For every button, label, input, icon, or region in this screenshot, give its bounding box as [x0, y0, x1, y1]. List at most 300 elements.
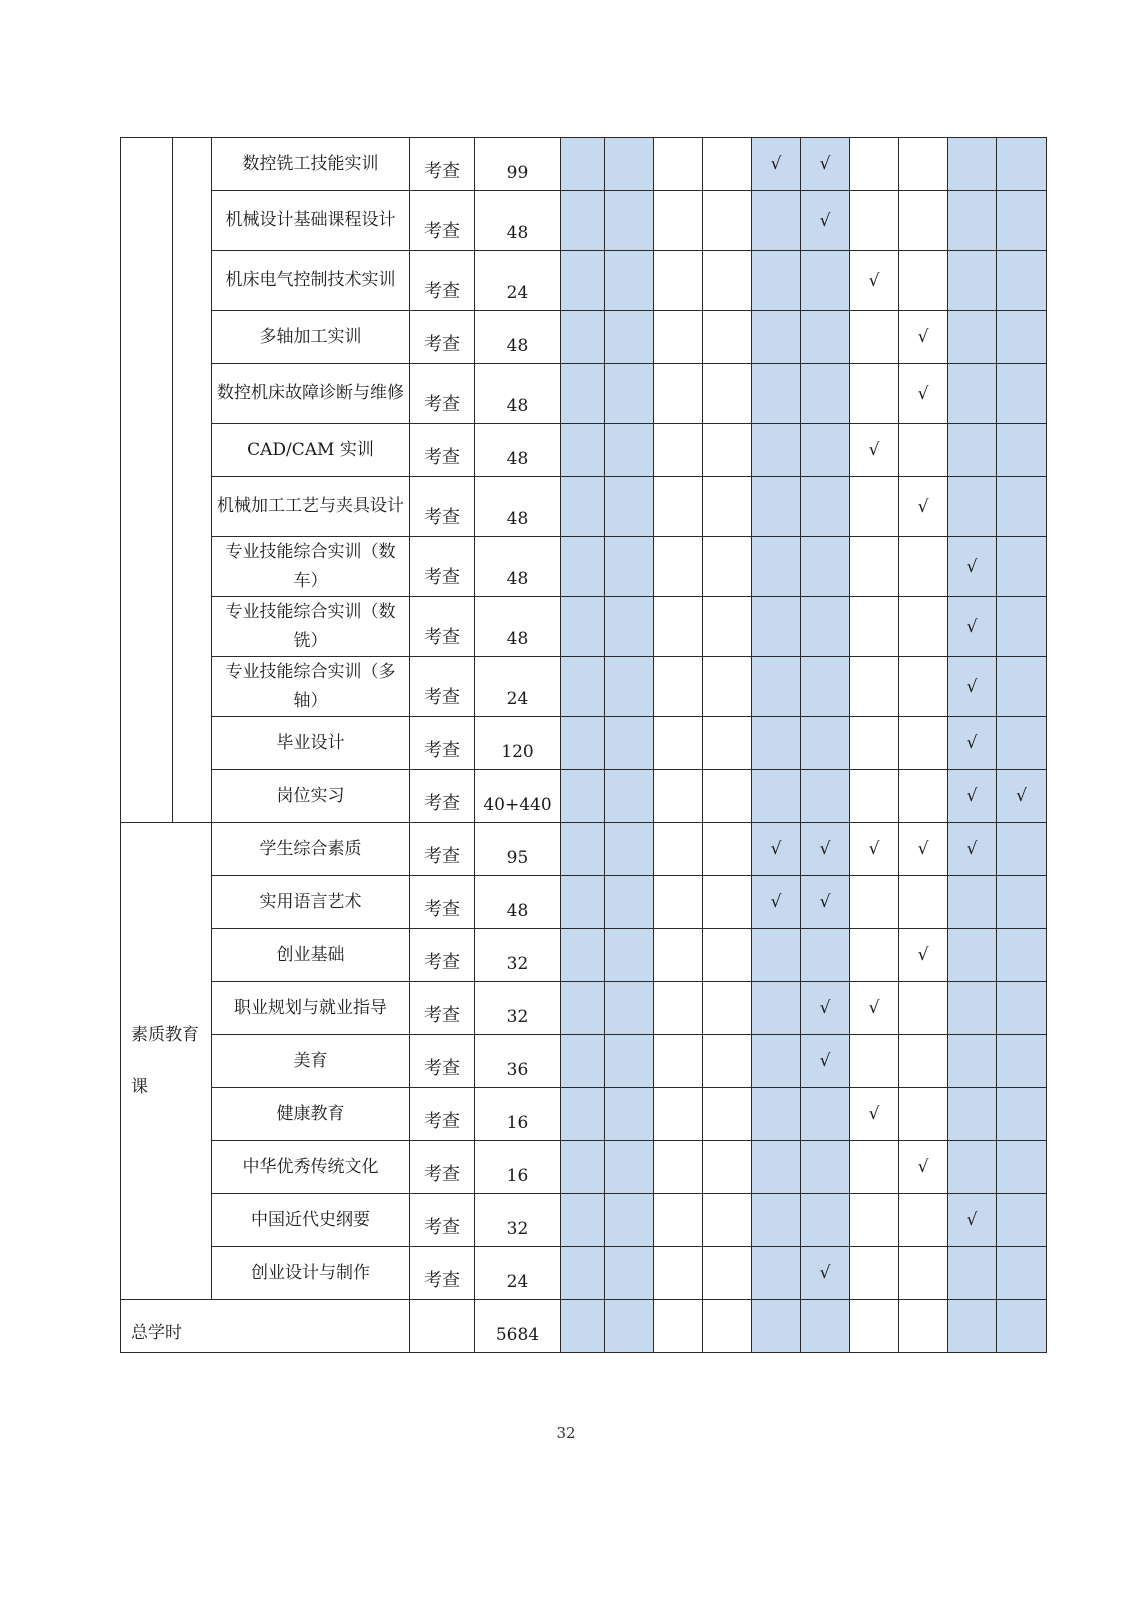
semester-mark [654, 1035, 703, 1088]
semester-mark: √ [948, 1194, 997, 1247]
semester-mark [801, 1300, 850, 1353]
exam-type: 考查 [410, 251, 475, 311]
semester-mark [948, 929, 997, 982]
semester-mark: √ [899, 823, 948, 876]
semester-mark [654, 424, 703, 477]
table-row [121, 1194, 1047, 1247]
semester-mark [703, 424, 752, 477]
semester-mark [605, 1194, 654, 1247]
semester-mark [752, 1247, 801, 1300]
semester-mark: √ [752, 876, 801, 929]
table-row [121, 1088, 1047, 1141]
semester-mark [605, 311, 654, 364]
semester-mark [997, 657, 1047, 717]
semester-mark [948, 311, 997, 364]
course-name: 岗位实习 [212, 770, 410, 823]
semester-mark: √ [850, 1088, 899, 1141]
semester-mark [801, 1088, 850, 1141]
course-name: 创业设计与制作 [212, 1247, 410, 1300]
semester-mark [801, 1141, 850, 1194]
semester-mark [605, 717, 654, 770]
semester-mark [752, 424, 801, 477]
semester-mark [801, 657, 850, 717]
course-name: 创业基础 [212, 929, 410, 982]
semester-mark: √ [948, 823, 997, 876]
course-name: 学生综合素质 [212, 823, 410, 876]
semester-mark [948, 1141, 997, 1194]
semester-mark [948, 876, 997, 929]
semester-mark [850, 191, 899, 251]
course-hours: 24 [475, 657, 561, 717]
semester-mark: √ [801, 191, 850, 251]
semester-mark [752, 929, 801, 982]
semester-mark [948, 251, 997, 311]
semester-mark [752, 477, 801, 537]
semester-mark [997, 1194, 1047, 1247]
course-name: 职业规划与就业指导 [212, 982, 410, 1035]
semester-mark [654, 537, 703, 597]
semester-mark [654, 1088, 703, 1141]
semester-mark: √ [899, 364, 948, 424]
semester-mark [561, 364, 605, 424]
exam-type: 考查 [410, 191, 475, 251]
exam-type: 考查 [410, 537, 475, 597]
semester-mark [605, 364, 654, 424]
semester-mark [899, 597, 948, 657]
semester-mark [752, 1035, 801, 1088]
semester-mark: √ [801, 823, 850, 876]
semester-mark [752, 717, 801, 770]
semester-mark [948, 191, 997, 251]
group-label-quality: 素质教育课 [121, 823, 212, 1300]
semester-mark: √ [801, 876, 850, 929]
semester-mark [850, 311, 899, 364]
semester-mark: √ [899, 311, 948, 364]
semester-mark [654, 597, 703, 657]
table-row [121, 929, 1047, 982]
semester-mark [801, 597, 850, 657]
semester-mark [997, 823, 1047, 876]
exam-type: 考查 [410, 1247, 475, 1300]
semester-mark [899, 537, 948, 597]
semester-mark [899, 1035, 948, 1088]
table-row [121, 717, 1047, 770]
semester-mark [654, 823, 703, 876]
semester-mark [948, 1247, 997, 1300]
course-hours: 40+440 [475, 770, 561, 823]
total-hours-label: 总学时 [121, 1300, 410, 1353]
semester-mark [703, 1035, 752, 1088]
semester-mark [997, 191, 1047, 251]
semester-mark [997, 251, 1047, 311]
semester-mark [561, 657, 605, 717]
table-row [121, 657, 1047, 717]
semester-mark [703, 982, 752, 1035]
semester-mark [752, 364, 801, 424]
course-hours: 48 [475, 477, 561, 537]
semester-mark [703, 770, 752, 823]
semester-mark: √ [899, 1141, 948, 1194]
semester-mark [997, 1247, 1047, 1300]
table-row [121, 251, 1047, 311]
semester-mark [703, 717, 752, 770]
semester-mark [850, 364, 899, 424]
semester-mark [654, 657, 703, 717]
semester-mark [703, 537, 752, 597]
semester-mark [997, 1141, 1047, 1194]
semester-mark [654, 770, 703, 823]
semester-mark [850, 1300, 899, 1353]
semester-mark [703, 1194, 752, 1247]
semester-mark [997, 929, 1047, 982]
semester-mark [703, 191, 752, 251]
semester-mark [561, 929, 605, 982]
semester-mark [561, 191, 605, 251]
semester-mark [703, 1088, 752, 1141]
course-hours: 99 [475, 138, 561, 191]
semester-mark [997, 597, 1047, 657]
semester-mark [654, 251, 703, 311]
semester-mark [801, 251, 850, 311]
semester-mark [948, 982, 997, 1035]
semester-mark [654, 191, 703, 251]
course-hours: 48 [475, 424, 561, 477]
semester-mark: √ [801, 982, 850, 1035]
semester-mark [605, 1300, 654, 1353]
exam-type: 考查 [410, 1194, 475, 1247]
semester-mark [605, 537, 654, 597]
semester-mark [605, 597, 654, 657]
semester-mark [850, 597, 899, 657]
semester-mark [561, 1035, 605, 1088]
semester-mark [850, 717, 899, 770]
semester-mark [899, 191, 948, 251]
course-name: 数控铣工技能实训 [212, 138, 410, 191]
semester-mark [752, 597, 801, 657]
table-row [121, 876, 1047, 929]
semester-mark [561, 1300, 605, 1353]
semester-mark [654, 876, 703, 929]
semester-mark [850, 929, 899, 982]
semester-mark [850, 1194, 899, 1247]
semester-mark [561, 1088, 605, 1141]
semester-mark [703, 364, 752, 424]
course-name: 实用语言艺术 [212, 876, 410, 929]
semester-mark [997, 876, 1047, 929]
semester-mark [703, 823, 752, 876]
semester-mark [703, 1300, 752, 1353]
semester-mark [850, 876, 899, 929]
semester-mark [899, 1247, 948, 1300]
semester-mark [605, 929, 654, 982]
table-row [121, 477, 1047, 537]
total-row [121, 1300, 1047, 1353]
semester-mark [654, 717, 703, 770]
semester-mark [752, 770, 801, 823]
exam-type: 考查 [410, 1141, 475, 1194]
semester-mark [801, 424, 850, 477]
semester-mark [752, 1194, 801, 1247]
semester-mark [654, 138, 703, 191]
course-hours: 32 [475, 1194, 561, 1247]
total-exam-cell [410, 1300, 475, 1353]
semester-mark [561, 770, 605, 823]
semester-mark [997, 311, 1047, 364]
semester-mark [850, 1247, 899, 1300]
semester-mark: √ [899, 929, 948, 982]
semester-mark [997, 982, 1047, 1035]
exam-type: 考查 [410, 717, 475, 770]
semester-mark [561, 1247, 605, 1300]
semester-mark [752, 982, 801, 1035]
table-row [121, 537, 1047, 597]
table-row [121, 1141, 1047, 1194]
course-name: 中华优秀传统文化 [212, 1141, 410, 1194]
course-name: 毕业设计 [212, 717, 410, 770]
semester-mark [850, 1035, 899, 1088]
table-row [121, 597, 1047, 657]
exam-type: 考查 [410, 311, 475, 364]
course-hours: 16 [475, 1088, 561, 1141]
semester-mark [654, 1141, 703, 1194]
semester-mark [605, 1141, 654, 1194]
semester-mark [997, 138, 1047, 191]
semester-mark [561, 138, 605, 191]
course-hours: 48 [475, 876, 561, 929]
semester-mark [899, 251, 948, 311]
semester-mark [997, 717, 1047, 770]
exam-type: 考查 [410, 1035, 475, 1088]
semester-mark [605, 138, 654, 191]
course-hours: 32 [475, 929, 561, 982]
semester-mark [801, 770, 850, 823]
semester-mark [752, 191, 801, 251]
semester-mark: √ [752, 823, 801, 876]
table-row [121, 191, 1047, 251]
semester-mark [948, 1300, 997, 1353]
semester-mark [703, 311, 752, 364]
semester-mark [899, 770, 948, 823]
exam-type: 考查 [410, 424, 475, 477]
semester-mark [850, 138, 899, 191]
total-hours-value: 5684 [475, 1300, 561, 1353]
semester-mark [752, 657, 801, 717]
semester-mark: √ [948, 597, 997, 657]
exam-type: 考查 [410, 982, 475, 1035]
semester-mark [703, 1247, 752, 1300]
course-hours: 48 [475, 191, 561, 251]
semester-mark [561, 597, 605, 657]
semester-mark [605, 823, 654, 876]
semester-mark [801, 929, 850, 982]
semester-mark [561, 424, 605, 477]
course-name: 多轴加工实训 [212, 311, 410, 364]
semester-mark [605, 876, 654, 929]
semester-mark [997, 424, 1047, 477]
page-number: 32 [556, 1424, 576, 1442]
semester-mark: √ [850, 251, 899, 311]
table-row [121, 982, 1047, 1035]
semester-mark [561, 1194, 605, 1247]
table-row [121, 138, 1047, 191]
semester-mark [605, 770, 654, 823]
table-row [121, 311, 1047, 364]
semester-mark [605, 1247, 654, 1300]
semester-mark [654, 311, 703, 364]
course-name: 专业技能综合实训（数铣） [212, 597, 410, 657]
semester-mark [703, 597, 752, 657]
category-cell [121, 138, 173, 823]
semester-mark [703, 929, 752, 982]
exam-type: 考查 [410, 657, 475, 717]
semester-mark [605, 251, 654, 311]
semester-mark [561, 982, 605, 1035]
table-row [121, 1035, 1047, 1088]
semester-mark [850, 1141, 899, 1194]
table-row [121, 424, 1047, 477]
semester-mark [948, 138, 997, 191]
semester-mark [948, 364, 997, 424]
semester-mark [703, 1141, 752, 1194]
course-name: 专业技能综合实训（数车） [212, 537, 410, 597]
semester-mark [605, 657, 654, 717]
semester-mark [997, 1088, 1047, 1141]
semester-mark [654, 1247, 703, 1300]
exam-type: 考查 [410, 770, 475, 823]
semester-mark: √ [899, 477, 948, 537]
semester-mark [850, 537, 899, 597]
exam-type: 考查 [410, 364, 475, 424]
course-name: 机械加工工艺与夹具设计 [212, 477, 410, 537]
semester-mark [948, 1088, 997, 1141]
exam-type: 考查 [410, 477, 475, 537]
semester-mark [752, 311, 801, 364]
semester-mark [605, 191, 654, 251]
semester-mark [997, 1035, 1047, 1088]
course-hours: 36 [475, 1035, 561, 1088]
course-name: 中国近代史纲要 [212, 1194, 410, 1247]
semester-mark [899, 424, 948, 477]
course-name: 专业技能综合实训（多轴） [212, 657, 410, 717]
semester-mark [850, 477, 899, 537]
semester-mark: √ [752, 138, 801, 191]
semester-mark: √ [948, 657, 997, 717]
semester-mark [948, 424, 997, 477]
semester-mark [752, 537, 801, 597]
semester-mark [561, 717, 605, 770]
semester-mark [801, 537, 850, 597]
exam-type: 考查 [410, 138, 475, 191]
semester-mark: √ [948, 717, 997, 770]
course-hours: 48 [475, 597, 561, 657]
semester-mark [605, 1088, 654, 1141]
semester-mark [997, 477, 1047, 537]
course-hours: 120 [475, 717, 561, 770]
semester-mark [850, 770, 899, 823]
semester-mark [948, 1035, 997, 1088]
semester-mark [561, 876, 605, 929]
course-hours: 32 [475, 982, 561, 1035]
semester-mark [605, 477, 654, 537]
semester-mark [654, 1300, 703, 1353]
semester-mark: √ [801, 1247, 850, 1300]
semester-mark [561, 477, 605, 537]
semester-mark [703, 251, 752, 311]
course-hours: 95 [475, 823, 561, 876]
semester-mark [703, 657, 752, 717]
table-row [121, 770, 1047, 823]
course-hours: 16 [475, 1141, 561, 1194]
course-name: 数控机床故障诊断与维修 [212, 364, 410, 424]
semester-mark [703, 138, 752, 191]
semester-mark [899, 1300, 948, 1353]
semester-mark [654, 477, 703, 537]
course-name: 机械设计基础课程设计 [212, 191, 410, 251]
semester-mark [752, 251, 801, 311]
semester-mark: √ [997, 770, 1047, 823]
semester-mark [850, 657, 899, 717]
exam-type: 考查 [410, 876, 475, 929]
semester-mark [801, 364, 850, 424]
semester-mark [801, 717, 850, 770]
semester-mark [752, 1088, 801, 1141]
semester-mark [654, 364, 703, 424]
semester-mark [899, 1194, 948, 1247]
semester-mark [561, 1141, 605, 1194]
course-name: 健康教育 [212, 1088, 410, 1141]
semester-mark: √ [850, 982, 899, 1035]
course-name: 美育 [212, 1035, 410, 1088]
course-hours: 48 [475, 364, 561, 424]
exam-type: 考查 [410, 1088, 475, 1141]
semester-mark [899, 657, 948, 717]
exam-type: 考查 [410, 929, 475, 982]
semester-mark [801, 1194, 850, 1247]
semester-mark [899, 717, 948, 770]
semester-mark: √ [850, 424, 899, 477]
semester-mark [605, 424, 654, 477]
course-hours: 24 [475, 251, 561, 311]
semester-mark [561, 823, 605, 876]
semester-mark [654, 929, 703, 982]
semester-mark [752, 1300, 801, 1353]
semester-mark [899, 1088, 948, 1141]
semester-mark [997, 1300, 1047, 1353]
semester-mark [997, 537, 1047, 597]
exam-type: 考查 [410, 597, 475, 657]
course-name: CAD/CAM 实训 [212, 424, 410, 477]
table-row [121, 364, 1047, 424]
semester-mark [752, 1141, 801, 1194]
semester-mark [561, 311, 605, 364]
semester-mark [801, 311, 850, 364]
semester-mark [899, 982, 948, 1035]
semester-mark [997, 364, 1047, 424]
semester-mark [605, 982, 654, 1035]
semester-mark [654, 982, 703, 1035]
course-schedule-table [120, 137, 1047, 1353]
subcategory-cell [173, 138, 212, 823]
semester-mark [703, 876, 752, 929]
table-row [121, 1247, 1047, 1300]
semester-mark [899, 138, 948, 191]
course-hours: 48 [475, 537, 561, 597]
semester-mark: √ [801, 1035, 850, 1088]
semester-mark [561, 251, 605, 311]
semester-mark [801, 477, 850, 537]
course-hours: 48 [475, 311, 561, 364]
exam-type: 考查 [410, 823, 475, 876]
